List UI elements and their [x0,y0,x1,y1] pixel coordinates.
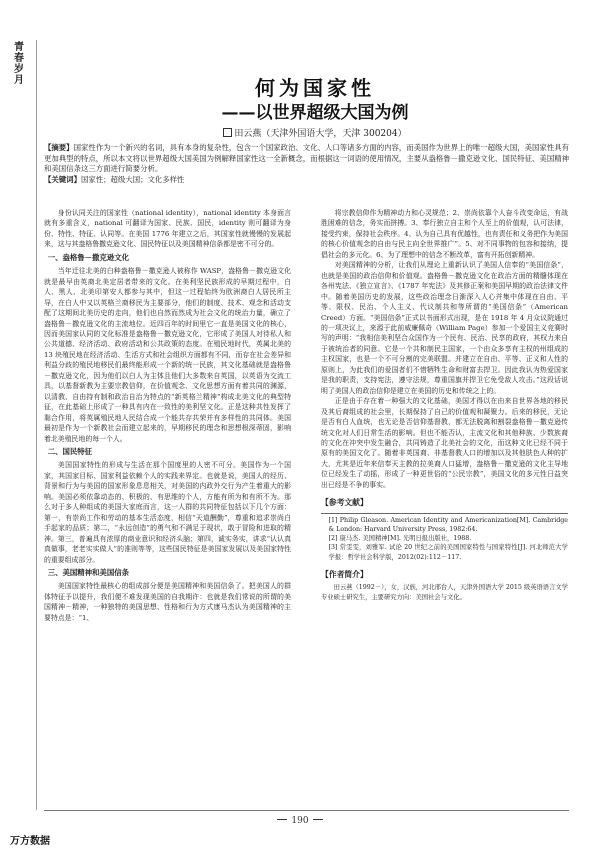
side-divider [36,40,37,810]
page-dash-left [277,819,287,820]
footer-divider [44,810,569,811]
author-box-icon [223,128,232,137]
author-text: 田云燕（天津外国语大学，天津 300204） [234,129,407,139]
page-number-text: 190 [291,816,309,826]
author-line [60,126,570,139]
left-column [44,208,291,808]
right-column [321,208,568,828]
section-3-paragraph: 美国国家特性最核心的组成部分便是美国精神和美国信条了。把美国人的群体特征予以提升，我们便不难发现美国的自我期许：也就是我们常说的所谓的美国精神－精神，一种独特的美国思想、性格和行为方式康马杰认为美国精神的主要特点是：“1、 [44,582,291,622]
references-divider [321,513,568,514]
abstract-text: 国家性作为一个新兴的名词，具有本身的复杂性，包含一个国家政治、文化、人口等诸多方面的内容，而美国作为世界上的唯一超级大国，美国家性具有更加典型的特点，所以本文将以世界超级大国美国为例解释国家性这一全新概念，而根据这一词语的使用情况，主要从盎格鲁－撒克逊文化、国民特征、美国精神和美国信条这三方面进行简要分析。 [44,143,569,173]
keywords-label: 【关键词】 [44,174,81,184]
reference-item-3: [3] 常雯雯，刘雅军. 试论 20 世纪之前的美国国家特性与国家特性[J]. 河北师范大学学报：哲学社会科学版，2012(02):112－117. [328,544,568,561]
brand-char-2: 春 [14,53,24,64]
abstract-paragraph [44,143,569,175]
author-bio-text: 田云燕（1992－），女，汉族，河北邢台人，天津外国语大学 2015 级英语语言文学专业硕士研究生，主要研究方向：美国社会与文化。 [321,584,568,601]
references-heading: 【参考文献】 [321,498,368,508]
right-paragraph-1: 将宗教信仰作为精神动力和心灵规范；2、崇尚依靠个人奋斗改变命运，有战胜困难的信念，务实而拼搏。3、奉行独立自主和个人至上的价值观，认可法律，接受约束，保持社会秩序。4、认为自己具有优越性，也有责任和义务把作为美国的核心价值观念的自由与民主向全世界推广”。5、对不同事物的包容和接纳，提倡社会的多元化。6、为了理想中的信念不断改革，富有开拓创新精神。 [321,209,568,259]
keywords-paragraph [44,175,569,186]
reference-item-2: [2] 康马杰. 美国精神[M]. 光明日报出版社，1988. [328,535,472,543]
article-title: 何为国家性 [255,76,375,100]
intro-paragraph: 身份认同关注的国家性（national identity），national identity 本身面言就有多重含义，national 可翻译为国家、民族、国民，identity 则可翻译为身份、特性、特征、认同等。在美国 1776 年建立之后，其国家性就慢慢的发展起来，这与其盎格鲁撒克逊文化、国民特征以及美国精神信条都是密不可分的。 [44,209,291,249]
abstract-label: 【摘要】 [44,143,74,152]
keywords-text: 国家性；超级大国；文化多样性 [80,174,185,184]
page-number [0,816,600,826]
section-heading-1: 一、盎格鲁－撒克逊文化 [47,252,129,262]
section-heading-3: 三、美国精神和美国信条 [47,567,129,577]
brand-char-1: 青 [14,42,24,53]
journal-brand-vertical [4,42,34,86]
source-logo: 万方数据 [10,836,50,847]
page-dash-right [313,819,323,820]
author-bio-heading: 【作者简介】 [321,569,368,579]
article-subtitle: ——以世界超级大国为例 [221,103,409,123]
right-paragraph-3: 正是由于存在着一种强大的文化基础，美国才得以在由来自世界各地的移民及其后裔组成的社会里，长期保持了自己的价值观和凝聚力。后来的移民，无论是否有白人血统，也无论是否信仰基督教，都无法脱离和割裂盎格鲁－撒克逊传统文化对人们日常生活的影响。但也不能否认，主流文化和其他种族、少数族裔的文化在冲突中发生融合，共同铸造了北美社会的文化，而这种文化已经不同于原有的美国文化了。随着非英国裔、非基督教人口的增加以及其他肤色人种的扩大，尤其是近年来信奉天主教的拉美裔人口猛增，盎格鲁－撒克逊的文化主导地位已经发生了动摇，形成了一种更世俗的“公民宗教”，美国文化的多元性日益突出已经是不争的事实。 [321,397,568,489]
section-heading-2: 二、国民特征 [47,446,93,456]
right-paragraph-2: 对美国精神的分析，让我们从理论上重新认识了美国人信奉的“美国信条”，也就是美国的政治信仰和价值观。盎格鲁－撒克逊文化在政治方面的精髓体现在各州宪法、《独立宣言》、《1787 年宪法》及其修正案和美国早期的政治法律文件中。随着美国历史的发展，这些政治理念日渐深入人心并集中体现在自由、平等、限权、民治、个人主义、代议制共和等所谓的“美国信条”（American Creed）方面。“美国信条”正式以书面形式出现，是在 1918 年 4 月众议院通过的一项决议上，来源于此前威廉佩奇（William Page）参加一个爱国主义竞赛时写的声明：“我相信美利坚合众国作为一个民有、民治、民享的政府，其权力来自于被统治者的同意。它是一个共和制民主国家，一个由众多享有主权的州组成的主权国家，也是一个不可分割的完美联盟。并建立在自由、平等、正义和人性的原则上，为此我们的爱国者们不惜牺牲生命和财富去捍卫。因此我认为热爱国家是我的职责，支持宪法，遵守法规，尊重国旗并捍卫它免受敌人攻击。”这段话说明了美国人的政治信仰是建立在美国的历史和传统之上的。 [321,261,568,395]
reference-item-1: [1] Philip Gleason. American Identity and Americanization[M]. Cambridge & London: Harvard University Press, 1982:64. [328,516,568,533]
section-1-paragraph: 当年迁往北美的白种盎格鲁－撒克逊人被称作 WASP，盎格鲁－撒克逊文化就是最早由英裔北美定居者带来的文化。在美利坚民族形成的早期过程中，白人、黑人、北美印第安人都参与其中，但这一过程始终为欧洲裔白人居民所主导，在白人中又以英格兰裔移民为主要部分，他们的制度、技术、观念和活动支配了这期间北美历史的走向，他们也自然而然成为社会文化的统治力量，确立了盎格鲁－撒克逊文化的主流地位。近四百年的时间里它一直是美国文化的核心，因而美国家认同的文化标准是盎格鲁－撒克逊文化，它形成了美国人对待私人和公共道德、经济活动、政府活动和公共政策的态度。在殖民地时代，英属北美的 13 块殖民地在经济活动、生活方式和社会组织方面都有不同，而存在社会差异和利益分歧的殖民地移民们最终能形成一个新的统一民族，其文化基础就是盎格鲁－撒克逊文化，因为他们以白人为主体且他们大多数来自英国，以英语为交流工具，以基督新教为主要宗教信仰，在价值观念、文化思想方面有着共同的渊源，以清教、自由持有制和政治自治为特点的“新英格兰精神”构成北美文化的典型特征，在此基础上形成了一种具有内在一致性的美利坚文化。正是这种共性发挥了黏合作用，将英属殖民地人民结合成一个能共存共荣并有多样性的共同体。美国最初是作为一个新教社会而建立起来的，早期移民的理念和思想根深蒂固，影响着北美殖民地的每一个人。 [44,267,291,443]
abstract-block [44,143,569,185]
section-2-paragraph: 美国国家特性的形成与生活在那个国度里的人密不可分。美国作为一个国家，其国家目标、国家利益依赖个人的实践来界定。也就是说，美国人的经历、背景和行为与美国的国家形象息息相关，对美国的内政外交行为产生着重大的影响。美国必须依靠动态的、积极的、有思维的个人，方能有所为和有所不为。那么对于多人种组成的美国大家庭而言，这一人群的共同特征包括以下几个方面：第一，有崇尚工作和劳动的基本生活态度，相信“天道酬勤”，尊重和追求崇尚白手起家的品质；第二，“永远创造”的勇气和不满足于现状，敢于冒险和进取的精神。第三，普遍具有浓厚的商业意识和经济头脑；第四，诚实务实，讲求“认认真真做事，老老实实做人”的准则等等，这些国民特征是美国家发展以及美国家特性的重要组成部分。 [44,461,291,564]
brand-char-3: 岁 [14,64,24,75]
brand-char-4: 月 [14,75,24,86]
